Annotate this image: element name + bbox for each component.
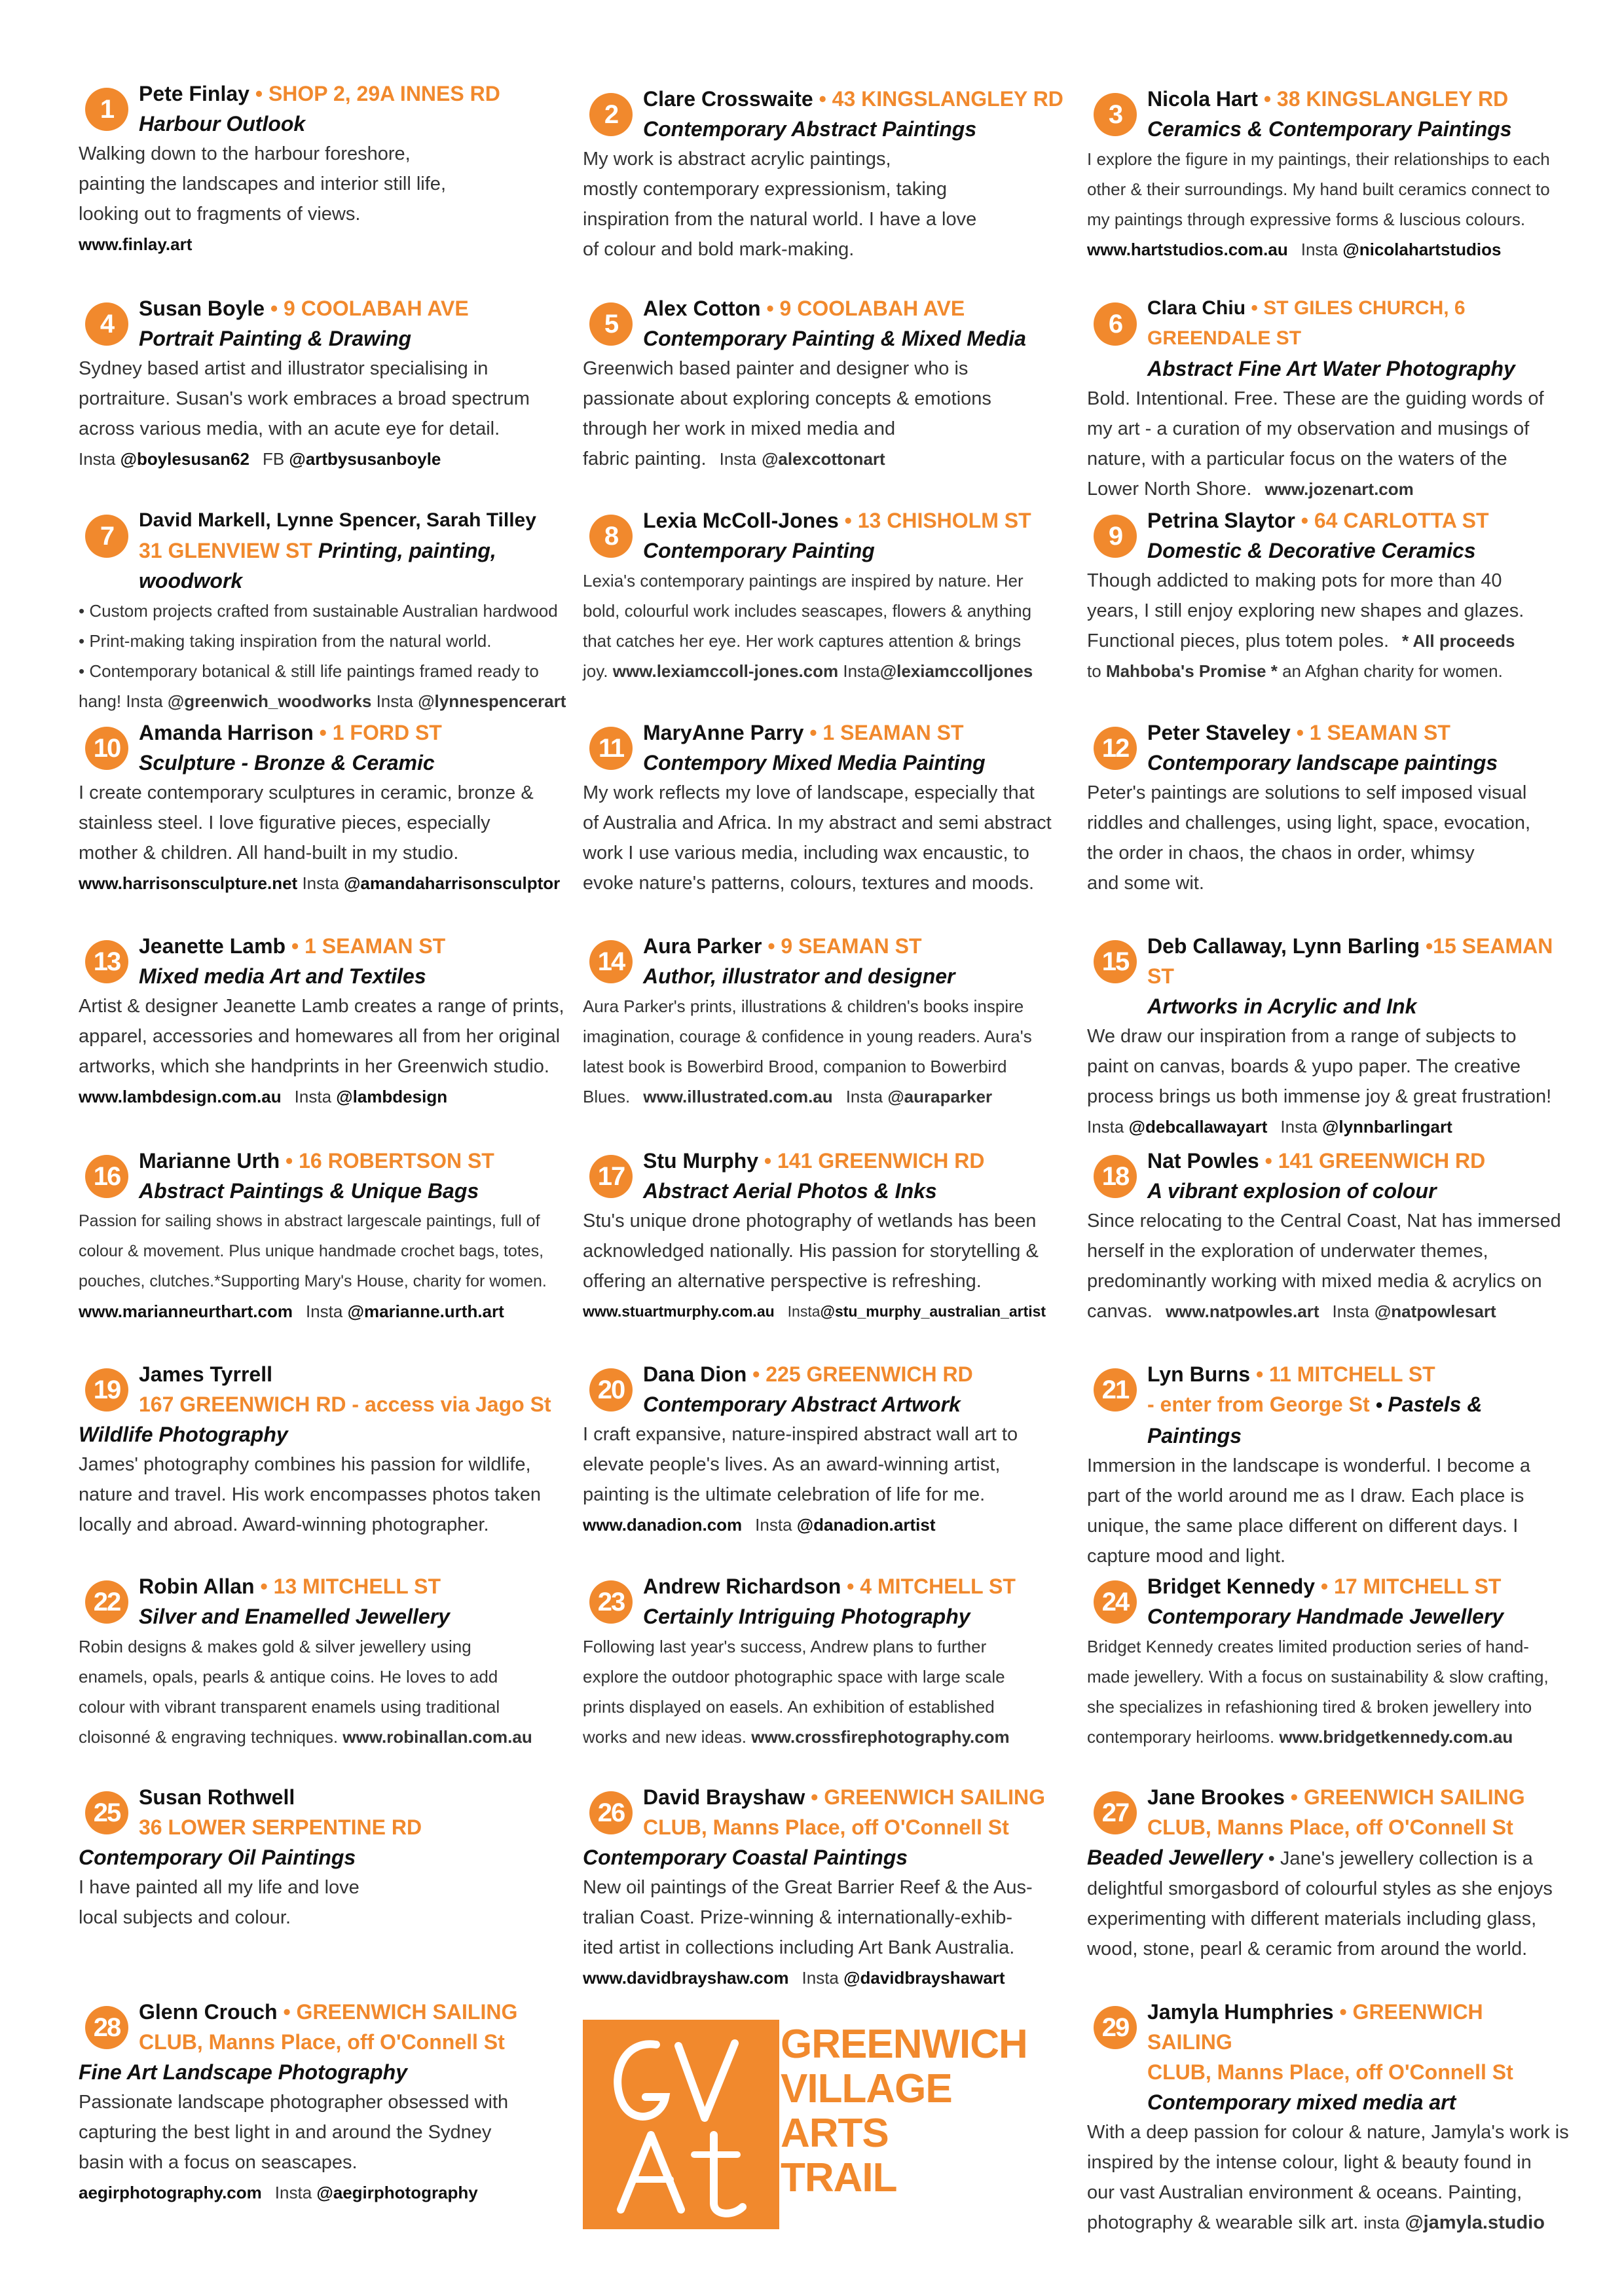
- entry-number-badge: 18: [1094, 1155, 1137, 1198]
- instagram-handle[interactable]: @aegirphotography: [316, 2183, 478, 2202]
- artist-entry-28: [79, 1997, 563, 2208]
- artist-description: Bold. Intentional. Free. These are the guiding words of my art - a curation of my observation and musings of nature, with a particular focus on the waters of the Lower North Shore. www.jozenart.com: [1087, 388, 1544, 500]
- artist-name-line: Glenn Crouch • GREENWICH SAILING: [139, 2000, 518, 2024]
- artist-name-line: David Brayshaw • GREENWICH SAILING: [643, 1785, 1045, 1809]
- artist-name-line: Jane Brookes • GREENWICH SAILING: [1147, 1785, 1525, 1809]
- artwork-title: Contemporary Oil Paintings: [79, 1846, 356, 1869]
- facebook-handle[interactable]: @artbysusanboyle: [289, 449, 441, 469]
- artist-description: My work reflects my love of landscape, especially that of Australia and Africa. In my abstract and semi abstract work I use various media, including wax encaustic, to evoke nature's patterns, colours, textures and moods.: [583, 782, 1052, 894]
- entry-number-badge: 5: [589, 302, 633, 346]
- artist-description: Passion for sailing shows in abstract largescale paintings, full of colour & movement. Plus unique handmade crochet bags, totes, pouches, clutches.*Supporting Mary's House, charity for women.: [79, 1212, 547, 1290]
- artwork-title: Contempory Mixed Media Painting: [643, 751, 986, 774]
- artist-name: Stu Murphy: [643, 1149, 758, 1173]
- artist-address: 15 SEAMAN ST: [1147, 934, 1553, 988]
- artist-address-note: - enter from George St: [1147, 1393, 1370, 1416]
- artist-address: 225 GREENWICH RD: [766, 1362, 973, 1386]
- artist-description: We draw our inspiration from a range of subjects to paint on canvas, boards & yupo paper. The creative process brings us both immense joy & great frustration!: [1087, 1026, 1552, 1107]
- entry-number-badge: 4: [85, 302, 128, 346]
- artist-address: GREENWICH SAILING: [1147, 2000, 1483, 2054]
- artist-description: Robin designs & makes gold & silver jewellery using enamels, opals, pearls & antique coins. He loves to add colour with vibrant transparent enamels using traditional cloisonné & engraving techniques. www.robinallan.com.au: [79, 1637, 532, 1747]
- artist-name-line: Lexia McColl-Jones • 13 CHISHOLM ST: [643, 509, 1031, 532]
- website-link[interactable]: www.bridgetkennedy.com.au: [1279, 1727, 1513, 1747]
- artist-name-line: Lyn Burns • 11 MITCHELL ST: [1147, 1362, 1435, 1386]
- artist-name: Jeanette Lamb: [139, 934, 286, 958]
- artist-description: New oil paintings of the Great Barrier Reef & the Aus- tralian Coast. Prize-winning & internationally-exhib- ited artist in collections including Art Bank Australia.: [583, 1877, 1033, 1958]
- entry-number-badge: 14: [589, 940, 633, 983]
- artist-entry-11: [583, 718, 1067, 898]
- artist-name-line: Aura Parker • 9 SEAMAN ST: [643, 934, 922, 958]
- artist-address: 17 MITCHELL ST: [1334, 1575, 1502, 1598]
- entry-number-badge: 27: [1094, 1791, 1137, 1834]
- artist-entry-2: [583, 84, 1067, 264]
- entry-number-badge: 15: [1094, 940, 1137, 983]
- instagram-handle-2[interactable]: @lynnbarlingart: [1322, 1117, 1452, 1137]
- artist-address-line-2: CLUB, Manns Place, off O'Connell St: [643, 1815, 1009, 1839]
- artwork-title: Fine Art Landscape Photography: [79, 2060, 407, 2084]
- instagram-handle-2[interactable]: @lynnespencerart: [418, 691, 566, 711]
- entry-number-badge: 3: [1094, 93, 1137, 136]
- instagram-handle[interactable]: @alexcottonart: [762, 449, 885, 469]
- artist-entry-1: [79, 79, 563, 259]
- artist-name-line: Peter Staveley • 1 SEAMAN ST: [1147, 721, 1450, 744]
- entry-number-badge: 23: [589, 1580, 633, 1624]
- artist-name: Robin Allan: [139, 1575, 255, 1598]
- artist-entry-24: [1087, 1571, 1572, 1752]
- entry-number-badge: 24: [1094, 1580, 1137, 1624]
- artist-address: 1 FORD ST: [332, 721, 442, 744]
- artist-address: 43 KINGSLANGLEY RD: [832, 87, 1063, 111]
- artist-entry-7: [79, 505, 566, 716]
- artist-name: Dana Dion: [643, 1362, 747, 1386]
- artist-entry-27: [1087, 1782, 1572, 1964]
- artwork-title: Author, illustrator and designer: [643, 964, 955, 988]
- artist-entry-15: [1087, 931, 1572, 1142]
- artist-entry-16: [79, 1146, 563, 1326]
- artist-entry-10: [79, 718, 563, 898]
- website-link[interactable]: www.jozenart.com: [1264, 479, 1414, 499]
- instagram-handle[interactable]: @amandaharrisonsculptor: [344, 873, 561, 893]
- entry-number-badge: 11: [589, 727, 633, 770]
- artist-name: Nat Powles: [1147, 1149, 1259, 1173]
- instagram-handle[interactable]: @debcallawayart: [1128, 1117, 1268, 1137]
- artist-name-line: Jamyla Humphries • GREENWICH SAILING: [1147, 2000, 1483, 2054]
- artwork-title: Abstract Aerial Photos & Inks: [643, 1179, 937, 1203]
- artist-name: Glenn Crouch: [139, 2000, 278, 2024]
- artist-name: Marianne Urth: [139, 1149, 280, 1173]
- instagram-handle[interactable]: @lambdesign: [336, 1087, 448, 1106]
- artwork-title: Mixed media Art and Textiles: [139, 964, 426, 988]
- entry-number-badge: 17: [589, 1155, 633, 1198]
- artist-description: I explore the figure in my paintings, their relationships to each other & their surroundings. My hand built ceramics connect to my paintings through expressive forms & luscious colours.: [1087, 149, 1550, 229]
- artist-address: 38 KINGSLANGLEY RD: [1276, 87, 1509, 111]
- artist-description: I create contemporary sculptures in ceramic, bronze & stainless steel. I love figurative pieces, especially mother & children. All hand-built in my studio.: [79, 782, 534, 864]
- artist-entry-18: [1087, 1146, 1572, 1326]
- instagram-handle[interactable]: @davidbrayshawart: [843, 1968, 1005, 1988]
- artwork-title: Printing, painting, woodwork: [139, 539, 496, 592]
- artist-description: Immersion in the landscape is wonderful. I become a part of the world around me as I draw. Each place is unique, the same place different on different days. I capture mood and light.: [1087, 1455, 1531, 1567]
- artwork-title: Domestic & Decorative Ceramics: [1147, 539, 1476, 562]
- artwork-title: Artworks in Acrylic and Ink: [1147, 994, 1417, 1018]
- artist-name-line: Jeanette Lamb • 1 SEAMAN ST: [139, 934, 446, 958]
- artist-name-line: Dana Dion • 225 GREENWICH RD: [643, 1362, 973, 1386]
- artist-description: I have painted all my life and love local subjects and colour.: [79, 1877, 360, 1928]
- website-link[interactable]: www.crossfirephotography.com: [751, 1727, 1010, 1747]
- entry-number-badge: 21: [1094, 1368, 1137, 1412]
- artist-description: I craft expansive, nature-inspired abstract wall art to elevate people's lives. As an award-winning artist, painting is the ultimate celebration of life for me.: [583, 1424, 1018, 1505]
- artist-links: www.hartstudios.com.au Insta @nicolahartstudios: [1087, 240, 1502, 259]
- artist-address: 31 GLENVIEW ST: [139, 539, 312, 562]
- artist-entry-20: [583, 1359, 1067, 1540]
- artist-entry-25: [79, 1782, 563, 1933]
- entry-number-badge: 13: [85, 940, 128, 983]
- instagram-handle[interactable]: @natpowlesart: [1374, 1302, 1496, 1321]
- artist-links: www.danadion.com Insta @danadion.artist: [583, 1515, 936, 1535]
- artist-entry-12: [1087, 718, 1572, 898]
- website-link[interactable]: www.lambdesign.com.au: [79, 1087, 282, 1106]
- artist-address-line-2: CLUB, Manns Place, off O'Connell St: [139, 2030, 505, 2054]
- instagram-handle[interactable]: @boylesusan62: [120, 449, 249, 469]
- artist-address: 141 GREENWICH RD: [1278, 1149, 1486, 1173]
- artist-name-line: Robin Allan • 13 MITCHELL ST: [139, 1575, 441, 1598]
- artwork-title: Contemporary Painting & Mixed Media: [643, 327, 1026, 350]
- website-link[interactable]: www.natpowles.art: [1165, 1302, 1320, 1321]
- artwork-title: Harbour Outlook: [139, 112, 306, 136]
- entry-number-badge: 12: [1094, 727, 1137, 770]
- website-link[interactable]: www.illustrated.com.au: [643, 1087, 833, 1106]
- entry-number-badge: 9: [1094, 515, 1137, 558]
- entry-number-badge: 20: [589, 1368, 633, 1412]
- artist-description: Artist & designer Jeanette Lamb creates a range of prints, apparel, accessories and homewares all from her original artworks, which she handprints in her Greenwich studio.: [79, 996, 564, 1077]
- website-link[interactable]: www.harrisonsculpture.net: [79, 873, 298, 893]
- artist-entry-13: [79, 931, 563, 1112]
- artist-name: Clara Chiu: [1147, 297, 1246, 319]
- artist-description: • Custom projects crafted from sustainable Australian hardwood • Print-making taking inspiration from the natural world. • Contemporary botanical & still life paintings framed ready to hang! Insta @greenwich_woodworks Insta @lynnespencerart: [79, 601, 566, 711]
- artist-entry-29: [1087, 1997, 1572, 2238]
- artist-name: David Markell, Lynne Spencer, Sarah Tilley: [139, 509, 536, 531]
- entry-number-badge: 28: [85, 2006, 128, 2049]
- entry-number-badge: 29: [1094, 2006, 1137, 2049]
- artist-links: [79, 229, 563, 259]
- artist-entry-26: [583, 1782, 1067, 1993]
- artist-description: James' photography combines his passion for wildlife, nature and travel. His work encompasses photos taken locally and abroad. Award-winning photographer.: [79, 1454, 542, 1535]
- artist-address: 64 CARLOTTA ST: [1314, 509, 1489, 532]
- instagram-handle[interactable]: @auraparker: [887, 1087, 993, 1106]
- entry-number-badge: 25: [85, 1791, 128, 1834]
- artwork-title: A vibrant explosion of colour: [1147, 1179, 1437, 1203]
- artwork-title: Contemporary Handmade Jewellery: [1147, 1605, 1504, 1628]
- artist-name-line: Alex Cotton • 9 COOLABAH AVE: [643, 297, 965, 320]
- artwork-title: Contemporary Coastal Paintings: [583, 1846, 908, 1869]
- website-link[interactable]: www.stuartmurphy.com.au: [583, 1303, 775, 1320]
- artist-name: James Tyrrell: [139, 1362, 272, 1386]
- artist-description: Stu's unique drone photography of wetlands has been acknowledged nationally. His passion for storytelling & offering an alternative perspective is refreshing.: [583, 1211, 1039, 1292]
- artist-entry-6: [1087, 293, 1572, 504]
- website-link[interactable]: www.davidbrayshaw.com: [583, 1968, 789, 1988]
- artist-name-line: Susan Boyle • 9 COOLABAH AVE: [139, 297, 469, 320]
- artist-name: Amanda Harrison: [139, 721, 314, 744]
- artist-description: Passionate landscape photographer obsessed with capturing the best light in and around the Sydney basin with a focus on seascapes.: [79, 2092, 509, 2173]
- artist-address-line-2: CLUB, Manns Place, off O'Connell St: [1147, 2060, 1513, 2084]
- gvat-monogram-icon: [583, 2020, 779, 2229]
- artwork-title: Silver and Enamelled Jewellery: [139, 1605, 450, 1628]
- artist-name-line: Nat Powles • 141 GREENWICH RD: [1147, 1149, 1486, 1173]
- artist-entry-5: [583, 293, 1067, 474]
- artist-name-line: Bridget Kennedy • 17 MITCHELL ST: [1147, 1575, 1502, 1598]
- artist-links: www.davidbrayshaw.com Insta @davidbrayshawart: [583, 1968, 1005, 1988]
- gvat-monogram: [583, 2020, 779, 2229]
- artist-name: Jamyla Humphries: [1147, 2000, 1334, 2024]
- artist-description: Peter's paintings are solutions to self imposed visual riddles and challenges, using light, space, evocation, the order in chaos, the chaos in order, whimsy and some wit.: [1087, 782, 1531, 894]
- artist-name: Clare Crosswaite: [643, 87, 813, 111]
- artist-description: Beaded Jewellery • Jane's jewellery collection is a delightful smorgasbord of colourful styles as she enjoys experimenting with different materials including glass, wood, stone, pearl & ceramic from around the world.: [1087, 1846, 1553, 1959]
- charity-name: Mahboba's Promise *: [1105, 661, 1278, 681]
- instagram-handle[interactable]: @marianne.urth.art: [347, 1302, 504, 1321]
- entry-number-badge: 6: [1094, 302, 1137, 346]
- artist-address: SHOP 2, 29A INNES RD: [268, 82, 500, 105]
- artist-address: 13 CHISHOLM ST: [857, 509, 1031, 532]
- entry-number-badge: 1: [85, 88, 128, 131]
- artist-description: Greenwich based painter and designer who is passionate about exploring concepts & emotions through her work in mixed media and fabric painting. Insta @alexcottonart: [583, 358, 991, 469]
- artist-name: Nicola Hart: [1147, 87, 1258, 111]
- artwork-title: Ceramics & Contemporary Paintings: [1147, 117, 1512, 141]
- artwork-title: Pastels & Paintings: [1147, 1393, 1483, 1448]
- artist-name-line: Clare Crosswaite • 43 KINGSLANGLEY RD: [643, 87, 1063, 111]
- artist-entry-23: [583, 1571, 1067, 1752]
- instagram-handle[interactable]: @jamyla.studio: [1405, 2212, 1545, 2233]
- instagram-handle[interactable]: @stu_murphy_australian_artist: [820, 1303, 1046, 1320]
- entry-number-badge: 19: [85, 1368, 128, 1412]
- entry-number-badge: 26: [589, 1791, 633, 1834]
- artist-name-line: Petrina Slaytor • 64 CARLOTTA ST: [1147, 509, 1489, 532]
- artist-name-line: Pete Finlay • SHOP 2, 29A INNES RD: [139, 82, 500, 105]
- artist-name: Andrew Richardson: [643, 1575, 841, 1598]
- artist-description: Sydney based artist and illustrator specialising in portraiture. Susan's work embraces a broad spectrum across various media, with an acute eye for detail.: [79, 358, 530, 439]
- website-link[interactable]: www.lexiamccoll-jones.com: [612, 661, 839, 681]
- artist-address: GREENWICH SAILING: [1303, 1785, 1525, 1809]
- artist-entry-4: [79, 293, 563, 474]
- artist-name-line: Deb Callaway, Lynn Barling •15 SEAMAN ST: [1147, 934, 1553, 988]
- artist-address: 4 MITCHELL ST: [860, 1575, 1016, 1598]
- artist-description: My work is abstract acrylic paintings, mostly contemporary expressionism, taking inspiration from the natural world. I have a love of colour and bold mark-making.: [583, 149, 977, 260]
- instagram-handle[interactable]: @greenwich_woodworks: [167, 691, 372, 711]
- artist-entry-9: [1087, 505, 1572, 686]
- artist-address: 1 SEAMAN ST: [822, 721, 964, 744]
- artist-description: Walking down to the harbour foreshore, painting the landscapes and interior still life, looking out to fragments of views.: [79, 143, 446, 225]
- entry-number-badge: 10: [85, 727, 128, 770]
- artwork-title: Contemporary mixed media art: [1147, 2090, 1456, 2114]
- artist-description: Following last year's success, Andrew plans to further explore the outdoor photographic space with large scale prints displayed on easels. An exhibition of established works and new ideas. www.crossfirephotography.com: [583, 1637, 1010, 1747]
- artist-address: 9 SEAMAN ST: [781, 934, 922, 958]
- artist-name: Lyn Burns: [1147, 1362, 1251, 1386]
- artist-description: Lexia's contemporary paintings are inspired by nature. Her bold, colourful work includes seascapes, flowers & anything that catches her eye. Her work captures attention & brings joy. www.lexiamccoll-jones.com Insta@lexiamccolljones: [583, 571, 1033, 681]
- artist-name: Deb Callaway, Lynn Barling: [1147, 934, 1420, 958]
- artwork-title: Certainly Intriguing Photography: [643, 1605, 970, 1628]
- artist-address: 141 GREENWICH RD: [777, 1149, 985, 1173]
- artwork-title: Wildlife Photography: [79, 1423, 288, 1446]
- entry-number-badge: 16: [85, 1155, 128, 1198]
- artist-description: Bridget Kennedy creates limited production series of hand- made jewellery. With a focus on sustainability & slow crafting, she specializes in refashioning tired & broken jewellery into contemporary heirlooms. www.bridgetkennedy.com.au: [1087, 1637, 1549, 1747]
- artist-name-line: Stu Murphy • 141 GREENWICH RD: [643, 1149, 985, 1173]
- artist-address: 9 COOLABAH AVE: [779, 297, 965, 320]
- artist-entry-19: [79, 1359, 563, 1540]
- artist-links: www.harrisonsculpture.net Insta @amandaharrisonsculptor: [79, 873, 561, 893]
- logo-wordmark: GREENWICH VILLAGE ARTS TRAIL: [781, 2022, 1027, 2200]
- artist-entry-17: [583, 1146, 1067, 1326]
- artist-name-line: Clara Chiu • ST GILES CHURCH, 6 GREENDALE ST: [1147, 297, 1466, 349]
- artist-name-line: Amanda Harrison • 1 FORD ST: [139, 721, 442, 744]
- artist-links: aegirphotography.com Insta @aegirphotography: [79, 2183, 478, 2202]
- artist-name: Aura Parker: [643, 934, 762, 958]
- artwork-title: Abstract Fine Art Water Photography: [1147, 357, 1515, 380]
- artist-name: David Brayshaw: [643, 1785, 805, 1809]
- artist-name: Pete Finlay: [139, 82, 249, 105]
- artist-address: GREENWICH SAILING: [824, 1785, 1045, 1809]
- artist-description: Aura Parker's prints, illustrations & children's books inspire imagination, courage & confidence in young readers. Aura's latest book is Bowerbird Brood, companion to Bowerbird Blues. www.illustrated.com.au Insta @auraparker: [583, 996, 1032, 1106]
- artist-address-line-2: CLUB, Manns Place, off O'Connell St: [1147, 1815, 1513, 1839]
- artist-address: 9 COOLABAH AVE: [284, 297, 469, 320]
- artist-name-line: Marianne Urth • 16 ROBERTSON ST: [139, 1149, 494, 1173]
- artwork-title: Portrait Painting & Drawing: [139, 327, 412, 350]
- entry-number-badge: 2: [589, 93, 633, 136]
- artist-name: Bridget Kennedy: [1147, 1575, 1316, 1598]
- artwork-title: Contemporary landscape paintings: [1147, 751, 1498, 774]
- artist-entry-14: [583, 931, 1067, 1112]
- charity-note: * All proceeds: [1402, 631, 1515, 651]
- artist-name: Jane Brookes: [1147, 1785, 1285, 1809]
- artist-name: Susan Boyle: [139, 297, 265, 320]
- artist-entry-3: [1087, 84, 1572, 264]
- artist-entry-8: [583, 505, 1067, 686]
- artist-address: 36 LOWER SERPENTINE RD: [139, 1815, 422, 1839]
- website-link[interactable]: aegirphotography.com: [79, 2183, 262, 2202]
- artist-name-line: MaryAnne Parry • 1 SEAMAN ST: [643, 721, 964, 744]
- artist-links: www.marianneurthart.com Insta @marianne.urth.art: [79, 1302, 504, 1321]
- artist-name: Petrina Slaytor: [1147, 509, 1295, 532]
- artist-name: Alex Cotton: [643, 297, 761, 320]
- website-link[interactable]: www.robinallan.com.au: [342, 1727, 532, 1747]
- artist-address: 11 MITCHELL ST: [1269, 1362, 1435, 1386]
- artwork-title: Contemporary Abstract Paintings: [643, 117, 977, 141]
- website-link[interactable]: www.hartstudios.com.au: [1087, 240, 1288, 259]
- artist-entry-22: [79, 1571, 563, 1752]
- artist-address: 1 SEAMAN ST: [1309, 721, 1450, 744]
- artwork-title: Contemporary Abstract Artwork: [643, 1393, 961, 1416]
- artist-description: With a deep passion for colour & nature, Jamyla's work is inspired by the intense colour, light & beauty found in our vast Australian environment & oceans. Painting, photography & wearable silk art. insta @jamyla.studio: [1087, 2122, 1569, 2233]
- artist-name-line: Andrew Richardson • 4 MITCHELL ST: [643, 1575, 1016, 1598]
- instagram-handle[interactable]: @nicolahartstudios: [1342, 240, 1502, 259]
- instagram-handle[interactable]: @lexiamccolljones: [879, 661, 1033, 681]
- artist-entry-21: 21 Lyn Burns • 11 MITCHELL ST - enter from George St • Pastels & Paintings Immersion in the landscape is wonderful. I become a part of the world around me as I draw. Each place is unique, the same place different on different days. I capture mood and light.: [1087, 1359, 1572, 1571]
- website-link[interactable]: www.finlay.art: [79, 234, 193, 254]
- artist-links: www.stuartmurphy.com.au Insta@stu_murphy_australian_artist: [583, 1303, 1046, 1320]
- artist-links: www.lambdesign.com.au Insta @lambdesign: [79, 1087, 448, 1106]
- artist-name: Susan Rothwell: [139, 1785, 295, 1809]
- artwork-title: Contemporary Painting: [643, 539, 875, 562]
- artist-address: 13 MITCHELL ST: [273, 1575, 441, 1598]
- artist-address: ST GILES CHURCH, 6 GREENDALE ST: [1147, 297, 1466, 349]
- greenwich-village-arts-trail-logo: [583, 2020, 1067, 2229]
- website-link[interactable]: www.marianneurthart.com: [79, 1302, 293, 1321]
- artist-links: Insta @boylesusan62 FB @artbysusanboyle: [79, 449, 441, 469]
- entry-number-badge: 7: [85, 515, 128, 558]
- artist-links: Insta @debcallawayart Insta @lynnbarlingart: [1087, 1117, 1452, 1137]
- entry-number-badge: 22: [85, 1580, 128, 1624]
- artist-description: Since relocating to the Central Coast, Nat has immersed herself in the exploration of underwater themes, predominantly working with mixed media & acrylics on canvas. www.natpowles.art Insta @natpowlesart: [1087, 1211, 1561, 1322]
- artist-description: Though addicted to making pots for more than 40 years, I still enjoy exploring new shapes and glazes. Functional pieces, plus totem poles. * All proceeds to Mahboba's Promise * an Afghan charity for women.: [1087, 570, 1524, 681]
- artist-name: MaryAnne Parry: [643, 721, 804, 744]
- artwork-title: Beaded Jewellery: [1087, 1846, 1263, 1869]
- artist-address: 16 ROBERTSON ST: [299, 1149, 494, 1173]
- instagram-handle[interactable]: @danadion.artist: [796, 1515, 936, 1535]
- artist-address: 1 SEAMAN ST: [304, 934, 446, 958]
- artist-name: Peter Staveley: [1147, 721, 1291, 744]
- website-link[interactable]: www.danadion.com: [583, 1515, 743, 1535]
- entry-number-badge: 8: [589, 515, 633, 558]
- artist-name: Lexia McColl-Jones: [643, 509, 839, 532]
- artist-address: 167 GREENWICH RD - access via Jago St: [139, 1393, 551, 1416]
- artist-name-line: Nicola Hart • 38 KINGSLANGLEY RD: [1147, 87, 1509, 111]
- artwork-title: Sculpture - Bronze & Ceramic: [139, 751, 435, 774]
- artist-address: GREENWICH SAILING: [296, 2000, 518, 2024]
- artwork-title: Abstract Paintings & Unique Bags: [139, 1179, 479, 1203]
